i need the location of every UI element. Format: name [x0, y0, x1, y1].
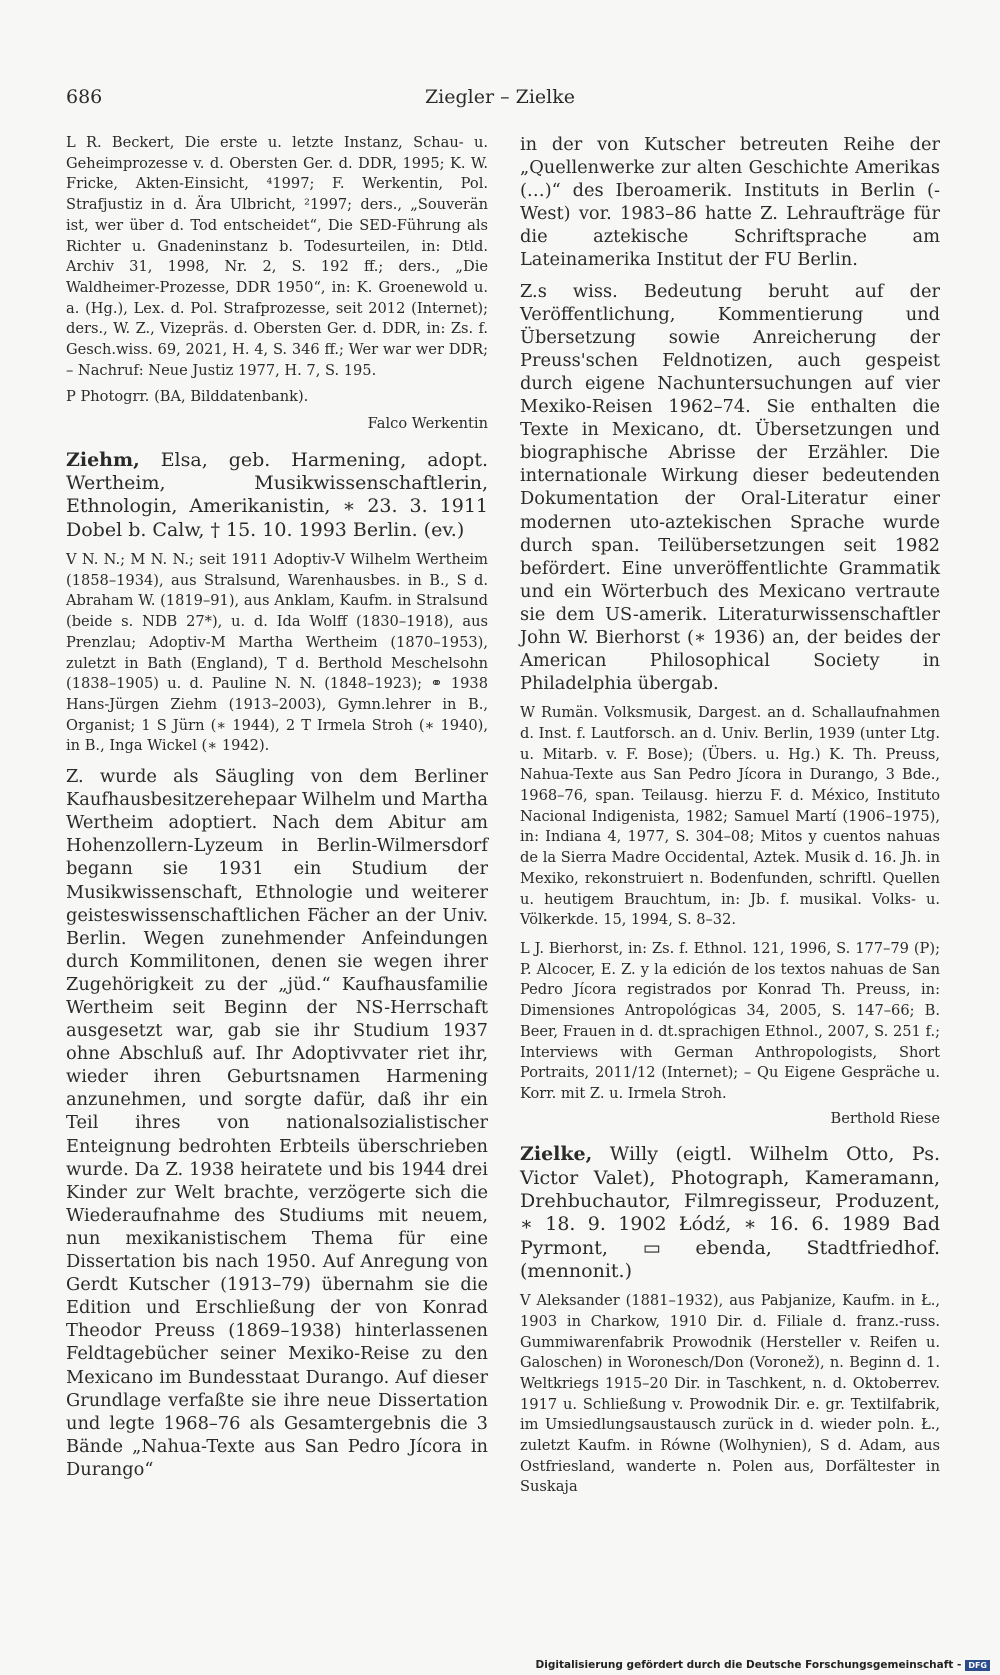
ziehm-biography: Z. wurde als Säugling von dem Berliner Kaufhausbesitzerehepaar Wilhelm und Martha Wertheim adoptiert. Nach dem Abitur am Hohenzollern-Lyzeum in Berlin-Wilmersdorf begann sie 1931 ein Studium der Musikwissenschaft, Ethnologie und weiterer geisteswissenschaftlichen Fächer an der Univ. Berlin. Wegen zunehmender Anfeindungen durch Kommilitonen, denen sie wegen ihrer Zugehörigkeit zu der „jüd.“ Kaufhausfamilie Wertheim seit Beginn der NS-Herrschaft ausgesetzt war, gab sie ihr Studium 1937 ohne Abschluß auf. Ihr Adoptivvater riet ihr, wieder ihren Geburtsnamen Harmening anzunehmen, und sorgte dafür, daß ihr ein Teil ihres von nationalsozialistischer Enteignung bedrohten Erbteils überschrieben wurde. Da Z. 1938 heiratete und bis 1944 drei Kinder zur Welt brachte, verzögerte sich die Wiederaufnahme des Studiums mit neuem, nun mexikanistischem Thema für eine Dissertation bis nach 1950. Auf Anregung von Gerdt Kutscher (1913–79) übernahm sie die Edition und Erschließung der von Konrad Theodor Preuss (1869–1938) hinterlassenen Feldtagebücher seiner Mexiko-Reise zu den Mexicano im Bundesstaat Durango. Auf dieser Grundlage verfaßte sie ihre neue Dissertation und legte 1968–76 als Gesamtergebnis die 3 Bände „Nahua-Texte aus San Pedro Jícora in Durango“	[66, 766, 488, 1480]
zielke-genealogy: V Aleksander (1881–1932), aus Pabjanize, Kaufm. in Ł., 1903 in Charkow, 1910 Dir. d. Filiale d. franz.-russ. Gummiwarenfabrik Prowodnik (Hersteller v. Reifen u. Galoschen) in Woronesch/Don (Voronež), n. Beginn d. 1. Weltkriegs 1915–20 Dir. in Taschkent, n. d. Oktoberrev. 1917 u. Schließung v. Prowodnik Dir. e. gr. Textilfabrik, im Umsiedlungsaustausch zurück in d. wieder poln. Ł., zuletzt Kaufm. in Równe (Wolhynien), S d. Adam, aus Ostfriesland, wanderte n. Polen aus, Dorfältester in Suskaja	[520, 1292, 940, 1496]
right-column	[520, 133, 940, 1498]
dfg-logo: DFG	[965, 1660, 990, 1671]
ziehm-biography-continued: in der von Kutscher betreuten Reihe der „Quellenwerke zur alten Geschichte Amerikas (…)“ des Iberoamerik. Instituts in Berlin (-West) vor. 1983–86 hatte Z. Lehraufträge für die aztekische Schriftsprache am Lateinamerika Institut der FU Berlin.	[520, 134, 940, 271]
ziehm-name: Ziehm,	[66, 448, 140, 471]
running-title: Ziegler – Zielke	[424, 86, 576, 108]
zielke-name: Zielke,	[520, 1143, 593, 1166]
zielke-heading-text: Willy (eigtl. Wilhelm Otto, Ps. Victor Valet), Photograph, Kameramann, Drehbuchautor, Filmregisseur, Produzent, ∗ 18. 9. 1902 Łódź, ∗ 16. 6. 1989 Bad Pyrmont, ▭ ebenda, Stadtfriedhof. (mennonit.)	[520, 1143, 940, 1282]
photo-credits: P Photogrr. (BA, Bilddatenbank).	[66, 388, 309, 406]
page-number: 686	[66, 86, 103, 108]
digitization-footer	[536, 1659, 990, 1671]
author-werkentin: Falco Werkentin	[367, 415, 488, 433]
ziehm-heading-text: Elsa, geb. Harmening, adopt. Wertheim, Musikwissenschaftlerin, Ethnologin, Amerikanistin, ∗ 23. 3. 1911 Dobel b. Calw, † 15. 10. 1993 Berlin. (ev.)	[66, 448, 488, 541]
ziehm-works: W Rumän. Volksmusik, Dargest. an d. Schallaufnahmen d. Inst. f. Lautforsch. an d. Univ. Berlin, 1939 (unter Ltg. u. Mitarb. v. F. Bose); (Übers. u. Hg.) K. Th. Preuss, Nahua-Texte aus San Pedro Jícora in Durango, 3 Bde., 1968–76, span. Teilausg. hierzu F. d. México, Instituto Nacional Indigenista, 1982; Samuel Martí (1906–1975), in: Indiana 4, 1977, S. 304–08; Mitos y cuentos nahuas de la Sierra Madre Occidental, Aztek. Musik d. 16. Jh. in Mexiko, rekonstruiert n. Bodenfunden, schriftl. Quellen u. heutigem Brauchtum, in: Jb. f. musikal. Volks- u. Völkerkde. 15, 1994, S. 8–32.	[520, 704, 940, 929]
literature-beckert: L R. Beckert, Die erste u. letzte Instanz, Schau- u. Geheimprozesse v. d. Obersten Ger. d. DDR, 1995; K. W. Fricke, Akten-Einsicht, ⁴1997; F. Werkentin, Pol. Strafjustiz in d. Ära Ulbricht, ²1997; ders., „Souverän ist, wer über d. Tod entscheidet“, Die SED-Führung als Richter u. Gnadeninstanz b. Todesurteilen, in: Dtld. Archiv 31, 1998, Nr. 2, S. 192 ff.; ders., „Die Waldheimer-Prozesse, DDR 1950“, in: K. Groenewold u. a. (Hg.), Lex. d. Pol. Strafprozesse, seit 2012 (Internet); ders., W. Z., Vizepräs. d. Obersten Ger. d. DDR, in: Zs. f. Gesch.wiss. 69, 2021, H. 4, S. 346 ff.; Wer war wer DDR; – Nachruf: Neue Justiz 1977, H. 7, S. 195.	[66, 134, 488, 379]
ziehm-significance: Z.s wiss. Bedeutung beruht auf der Veröffentlichung, Kommentierung und Übersetzung sowie Anreicherung der Preuss'schen Feldnotizen, auch gespeist durch eigene Nachuntersuchungen auf vier Mexiko-Reisen 1962–74. Sie enthalten die Texte in Mexicano, dt. Übersetzungen und biographische Abrisse der Erzähler. Die internationale Wirkung dieser bedeutenden Dokumentation der Oral-Literatur einer modernen uto-aztekischen Sprache wurde durch span. Teilübersetzungen seit 1982 befördert. Eine unveröffentlichte Grammatik und ein Wörterbuch des Mexicano vertraute sie dem US-amerik. Literaturwissenschaftler John W. Bierhorst (∗ 1936) an, der beides der American Philosophical Society in Philadelphia übergab.	[520, 280, 940, 695]
ziehm-entry-heading	[66, 449, 488, 542]
ziehm-genealogy: V N. N.; M N. N.; seit 1911 Adoptiv-V Wilhelm Wertheim (1858–1934), aus Stralsund, Warenhausbes. in B., S d. Abraham W. (1819–91), aus Anklam, Kaufm. in Stralsund (beide s. NDB 27*), u. d. Ida Wolff (1830–1918), aus Prenzlau; Adoptiv-M Martha Wertheim (1870–1953), zuletzt in Bath (England), T d. Berthold Meschelsohn (1838–1905) u. d. Pauline N. N. (1848–1923); ⚭ 1938 Hans-Jürgen Ziehm (1913–2003), Gymn.lehrer in B., Organist; 1 S Jürn (∗ 1944), 2 T Irmela Stroh (∗ 1940), in B., Inga Wickel (∗ 1942).	[66, 551, 488, 755]
zielke-entry-heading	[520, 1143, 940, 1283]
ziehm-literature: L J. Bierhorst, in: Zs. f. Ethnol. 121, 1996, S. 177–79 (P); P. Alcocer, E. Z. y la edición de los textos nahuas de San Pedro Jícora registrados por Konrad Th. Preuss, in: Dimensiones Antropológicas 34, 2005, S. 147–66; B. Beer, Frauen in d. dt.sprachigen Ethnol., 2007, S. 251 f.; Interviews with German Anthropologists, Short Portraits, 2011/12 (Internet); – Qu Eigene Gespräche u. Korr. mit Z. u. Irmela Stroh.	[520, 939, 940, 1102]
footer-text: Digitalisierung gefördert durch die Deutsche Forschungsgemeinschaft -	[535, 1659, 962, 1671]
left-column	[66, 133, 488, 1481]
author-riese: Berthold Riese	[830, 1109, 940, 1127]
